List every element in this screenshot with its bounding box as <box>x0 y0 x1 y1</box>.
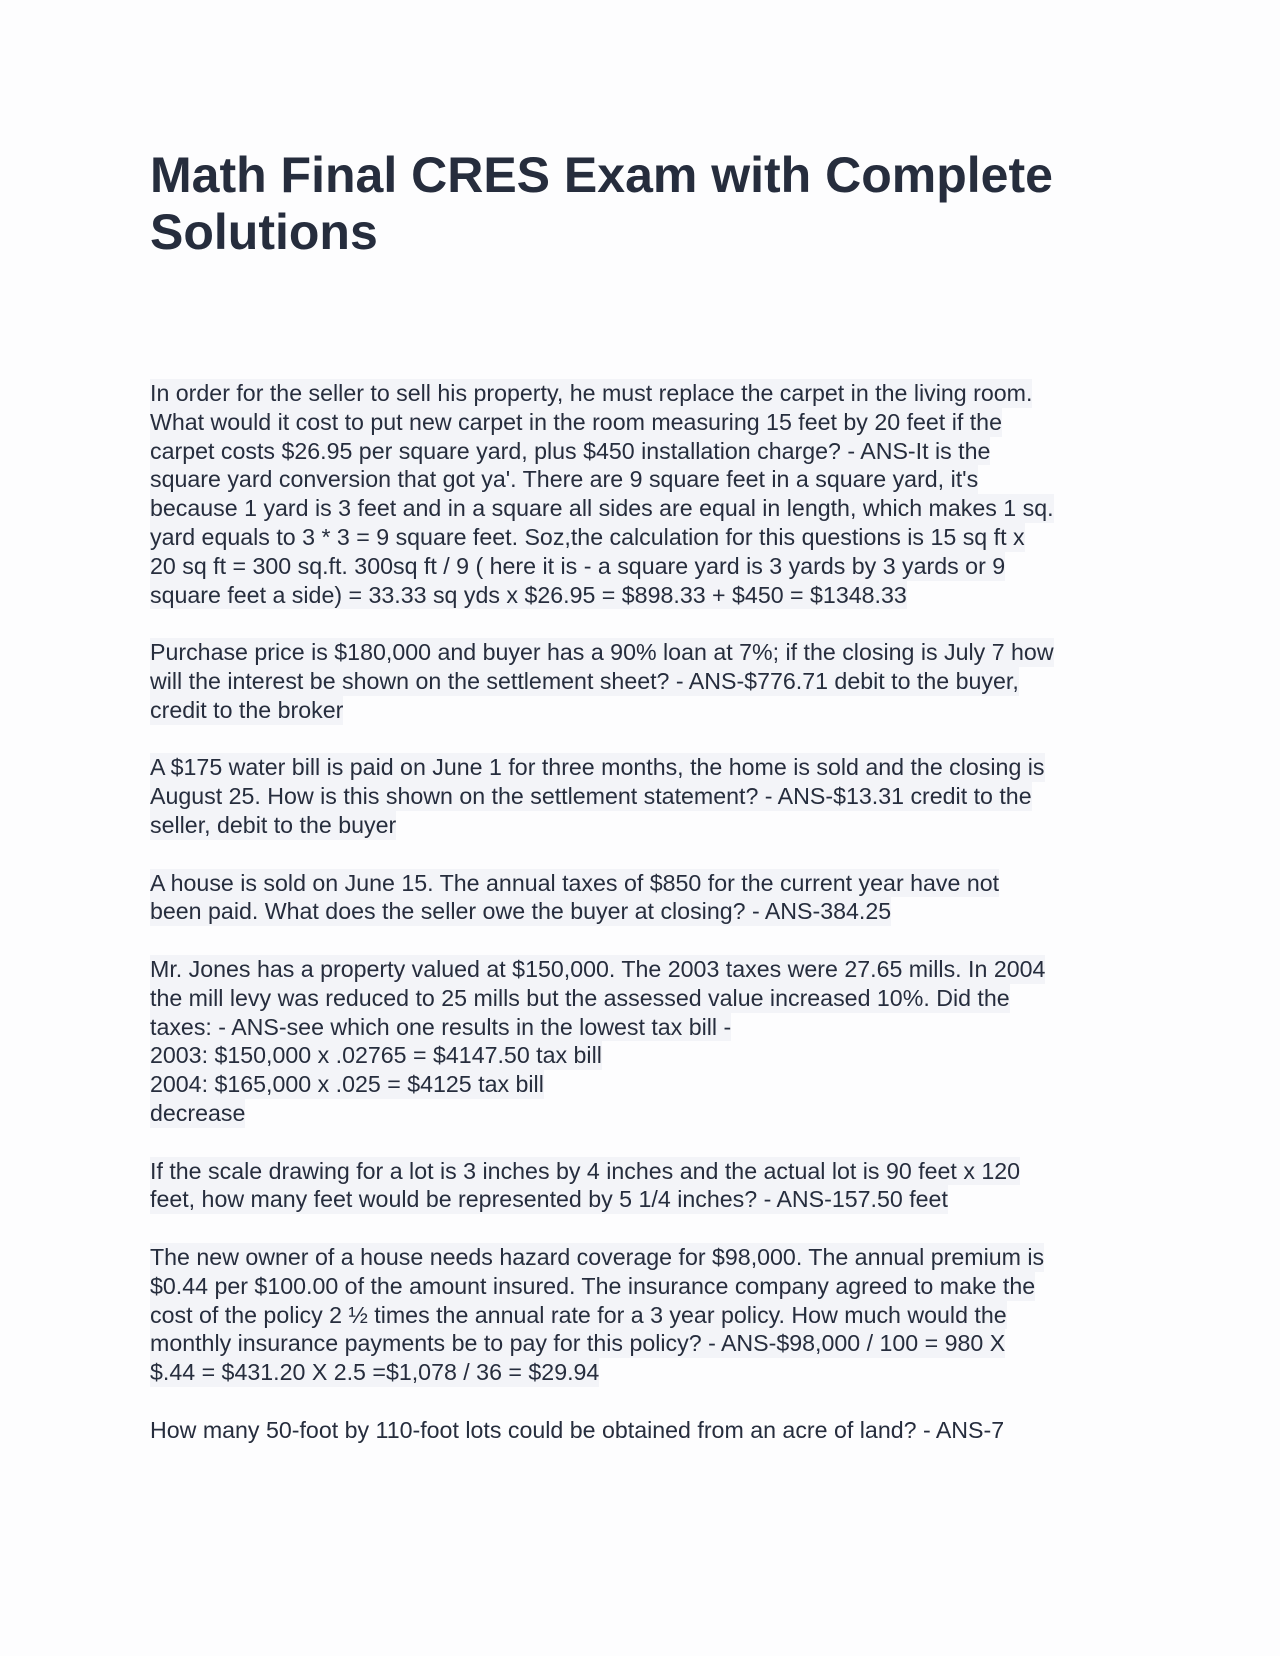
text-line: feet, how many feet would be represented by 5 1/4 inches? - ANS-157.50 feet <box>150 1186 948 1213</box>
text-line: credit to the broker <box>150 696 344 723</box>
text-line: In order for the seller to sell his property, he must replace the carpet in the living room. <box>150 380 1033 406</box>
qa-entry-mill-levy <box>150 955 1140 1128</box>
page-title <box>150 147 1140 261</box>
text-line: The new owner of a house needs hazard coverage for $98,000. The annual premium is <box>150 1243 1045 1270</box>
text-line: Purchase price is $180,000 and buyer has a 90% loan at 7%; if the closing is July 7 how <box>150 639 1054 666</box>
text-line: yard equals to 3 * 3 = 9 square feet. Soz,the calculation for this questions is 15 sq ft x <box>150 523 1025 550</box>
text-line: seller, debit to the buyer <box>150 811 397 838</box>
page-title-line-2: Solutions <box>150 204 378 260</box>
qa-entry-taxes <box>150 869 1140 927</box>
qa-entry-water-bill <box>150 753 1140 839</box>
qa-entry-scale-drawing <box>150 1157 1140 1215</box>
text-line: taxes: - ANS-see which one results in the lowest tax bill - <box>150 1013 732 1040</box>
page-title-line-1: Math Final CRES Exam with Complete <box>150 147 1053 203</box>
qa-entry-interest <box>150 638 1140 724</box>
qa-entry-insurance <box>150 1243 1140 1387</box>
text-line: 20 sq ft = 300 sq.ft. 300sq ft / 9 ( here it is - a square yard is 3 yards by 3 yards or 9 <box>150 552 1006 579</box>
text-line: square feet a side) = 33.33 sq yds x $26.95 = $898.33 + $450 = $1348.33 <box>150 581 907 608</box>
text-line: because 1 yard is 3 feet and in a square all sides are equal in length, which makes 1 sq. <box>150 495 1054 522</box>
text-line: Mr. Jones has a property valued at $150,000. The 2003 taxes were 27.65 mills. In 2004 <box>150 955 1046 982</box>
text-line: the mill levy was reduced to 25 mills but the assessed value increased 10%. Did the <box>150 984 1010 1011</box>
text-line: been paid. What does the seller owe the buyer at closing? - ANS-384.25 <box>150 898 892 925</box>
text-line: 2003: $150,000 x .02765 = $4147.50 tax bill <box>150 1042 602 1069</box>
qa-entry-carpet <box>150 379 1140 609</box>
text-line: How many 50-foot by 110-foot lots could be obtained from an acre of land? - ANS-7 <box>150 1416 1005 1443</box>
text-line: If the scale drawing for a lot is 3 inches by 4 inches and the actual lot is 90 feet x 120 <box>150 1157 1021 1184</box>
text-line: A house is sold on June 15. The annual taxes of $850 for the current year have not <box>150 869 1000 896</box>
text-line: What would it cost to put new carpet in the room measuring 15 feet by 20 feet if the <box>150 408 1002 435</box>
text-line: monthly insurance payments be to pay for this policy? - ANS-$98,000 / 100 = 980 X <box>150 1330 1006 1357</box>
text-line: square yard conversion that got ya'. There are 9 square feet in a square yard, it's <box>150 466 979 493</box>
text-line: August 25. How is this shown on the settlement statement? - ANS-$13.31 credit to the <box>150 783 1032 810</box>
text-line: will the interest be shown on the settlement sheet? - ANS-$776.71 debit to the buyer, <box>150 667 1019 694</box>
text-line: decrease <box>150 1099 246 1126</box>
text-line: 2004: $165,000 x .025 = $4125 tax bill <box>150 1071 544 1098</box>
qa-list <box>150 379 1140 1473</box>
text-line: carpet costs $26.95 per square yard, plus $450 installation charge? - ANS-It is the <box>150 437 991 464</box>
text-line: $.44 = $431.20 X 2.5 =$1,078 / 36 = $29.94 <box>150 1359 600 1386</box>
text-line: cost of the policy 2 ½ times the annual rate for a 3 year policy. How much would the <box>150 1301 1007 1328</box>
qa-entry-lots <box>150 1416 1140 1445</box>
text-line: $0.44 per $100.00 of the amount insured. The insurance company agreed to make the <box>150 1272 1036 1299</box>
text-line: A $175 water bill is paid on June 1 for three months, the home is sold and the closing is <box>150 754 1045 781</box>
